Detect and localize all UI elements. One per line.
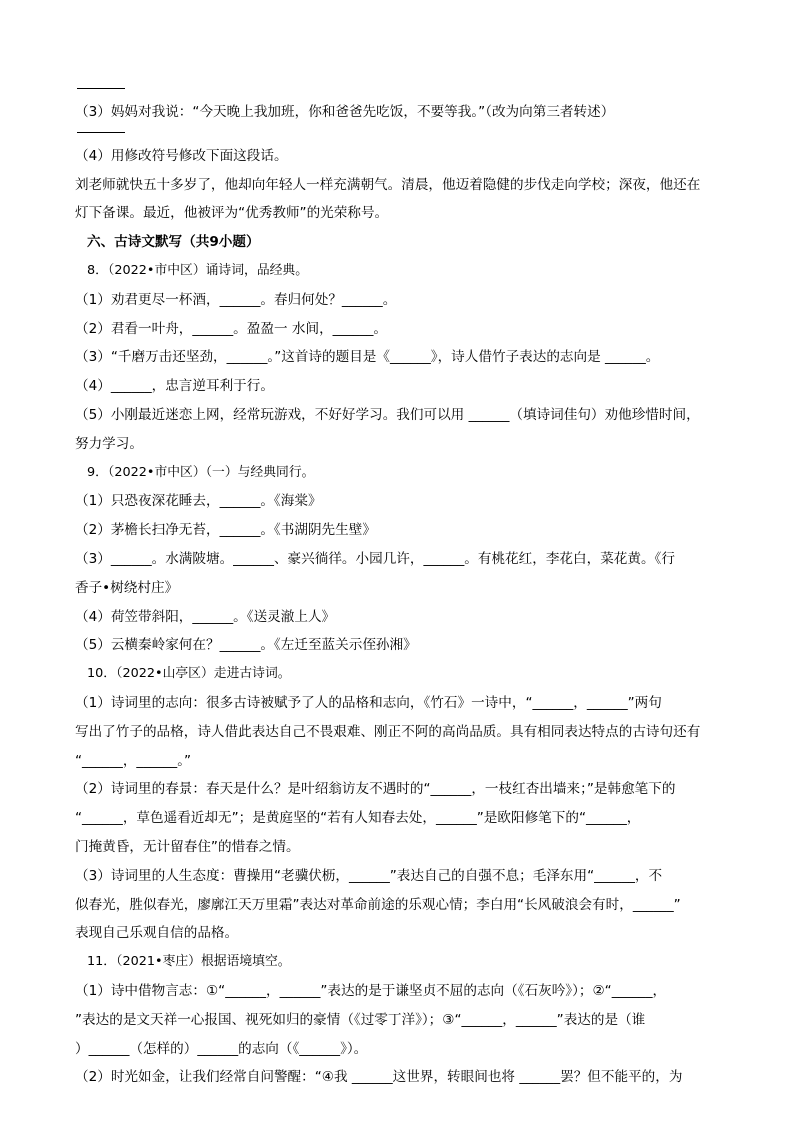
text-line: （4）荷笠带斜阳，______。《送灵澈上人》 [75,608,336,625]
text-line: 香子•树绕村庄》 [75,579,179,596]
text-line: （3）“千磨万击还坚劲，______。”这首诗的题目是《______》，诗人借竹子表达的志向是 ______。 [75,349,660,366]
text-line: ）______（怎样的）______的志向（《______》）。 [75,1040,368,1057]
text-line: （5）云横秦岭家何在？______。《左迁至蓝关示侄孙湘》 [75,637,417,654]
question-title: 10．（2022•山亭区）走进古诗词。 [87,666,291,682]
text-line: （1）诗词里的志向：很多古诗被赋予了人的品格和志向，《竹石》一诗中，“______，______”两句 [75,694,662,711]
text-line: （3）诗词里的人生态度：曹操用“老骥伏枥，______”表达自己的自强不息；毛泽东用“______，不 [75,867,663,884]
text-line: （4）______，忠言逆耳利于行。 [75,378,274,395]
text-line: （3）妈妈对我说：“今天晚上我加班，你和爸爸先吃饭，不要等我。”（改为向第三者转述） [75,104,615,120]
text-line: “______，______。” [75,752,192,769]
text-line: （1）劝君更尽一杯酒，______。春归何处？______。 [75,291,397,308]
text-line: 写出了竹子的品格，诗人借此表达自己不畏艰难、刚正不阿的高尚品质。具有相同表达特点的古诗句还有 [75,723,701,740]
text-line: （3）______。水满陂塘。______、豪兴徜徉。小园几许，______。有桃花红，李花白，菜花黄。《行 [75,550,675,567]
section-heading: 六、古诗文默写（共9小题） [87,234,260,251]
answer-blank-line [77,132,125,133]
text-line: （2）茅檐长扫净无苔，______。《书湖阴先生壁》 [75,522,376,539]
text-line: （2）时光如金，让我们经常自问警醒：“④我 ______这世界，转眼间也将 ______罢？但不能平的，为 [75,1069,683,1086]
text-line: （2）诗词里的春景：春天是什么？是叶绍翁访友不遇时的“______，一枝红杏出墙来；”是韩愈笔下的 [75,781,676,798]
text-line: （5）小刚最近迷恋上网，经常玩游戏，不好好学习。我们可以用 ______（填诗词佳句）劝他珍惜时间， [75,406,700,423]
text-line: ”表达的是文天祥一心报国、视死如归的豪情（《过零丁洋》）；③“______，______”表达的是（谁 [75,1011,646,1028]
text-line: （2）君看一叶舟，______。盈盈一 水间，______。 [75,320,388,337]
text-line: （1）诗中借物言志：①“______，______”表达的是于谦坚贞不屈的志向（《石灰吟》）；②“______， [75,982,667,999]
text-line: “______，草色遥看近却无”；是黄庭坚的“若有人知春去处，______”是欧阳修笔下的“______， [75,810,641,827]
text-line: 表现自己乐观自信的品格。 [75,925,239,942]
text-line: （4）用修改符号修改下面这段话。 [75,147,288,164]
answer-blank-line [77,88,125,89]
text-line: 努力学习。 [75,435,143,452]
text-line: 门掩黄昏，无计留春住”的惜春之情。 [75,838,300,855]
question-title: 9．（2022•市中区）（一）与经典同行。 [87,464,315,480]
question-title: 11．（2021•枣庄）根据语境填空。 [87,954,291,970]
text-line: 灯下备课。最近，他被评为“优秀教师”的光荣称号。 [75,205,389,222]
question-title: 8．（2022•市中区）诵诗词，品经典。 [87,262,309,278]
text-line: （1）只恐夜深花睡去，______。《海棠》 [75,493,322,510]
text-line: 似春光，胜似春光，廖廓江天万里霜”表达对革命前途的乐观心情；李白用“长风破浪会有时，______” [75,896,681,913]
text-line: 刘老师就快五十多岁了，他却向年轻人一样充满朝气。清晨，他迈着隐健的步伐走向学校；深夜，他还在 [75,176,701,193]
document-page [75,84,720,1097]
